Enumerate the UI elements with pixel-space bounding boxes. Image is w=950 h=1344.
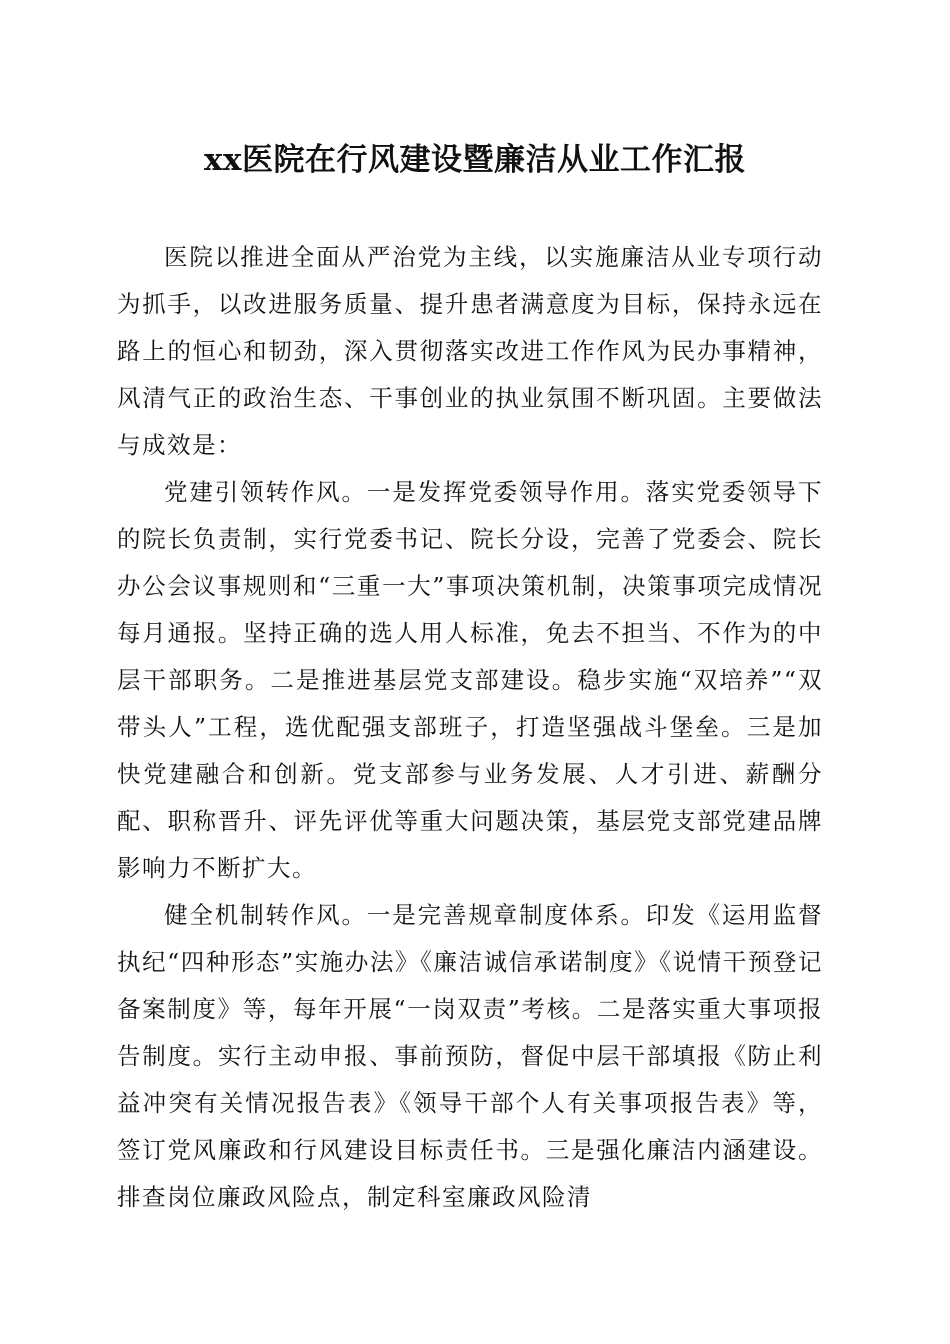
document-title: xx医院在行风建设暨廉洁从业工作汇报 <box>204 142 746 178</box>
document-body <box>117 234 823 1221</box>
paragraph-mechanism: 健全机制转作风。一是完善规章制度体系。印发《运用监督执纪“四种形态”实施办法》《廉洁诚信承诺制度》《说情干预登记备案制度》等，每年开展“一岗双责”考核。二是落实重大事项报告制度。实行主动申报、事前预防，督促中层干部填报《防止利益冲突有关情况报告表》《领导干部个人有关事项报告表》等，签订党风廉政和行风建设目标责任书。三是强化廉洁内涵建设。排查岗位廉政风险点，制定科室廉政风险清 <box>117 901 823 1211</box>
paragraph-intro: 医院以推进全面从严治党为主线，以实施廉洁从业专项行动为抓手，以改进服务质量、提升患者满意度为目标，保持永远在路上的恒心和韧劲，深入贯彻落实改进工作作风为民办事精神，风清气正的政治生态、干事创业的执业氛围不断巩固。主要做法与成效是： <box>117 243 823 459</box>
paragraph-party-building: 党建引领转作风。一是发挥党委领导作用。落实党委领导下的院长负责制，实行党委书记、院长分设，完善了党委会、院长办公会议事规则和“三重一大”事项决策机制，决策事项完成情况每月通报。坚持正确的选人用人标准，免去不担当、不作为的中层干部职务。二是推进基层党支部建设。稳步实施“双培养”“双带头人”工程，选优配强支部班子，打造坚强战斗堡垒。三是加快党建融合和创新。党支部参与业务发展、人才引进、薪酬分配、职称晋升、评先评优等重大问题决策，基层党支部党建品牌影响力不断扩大。 <box>117 478 823 882</box>
